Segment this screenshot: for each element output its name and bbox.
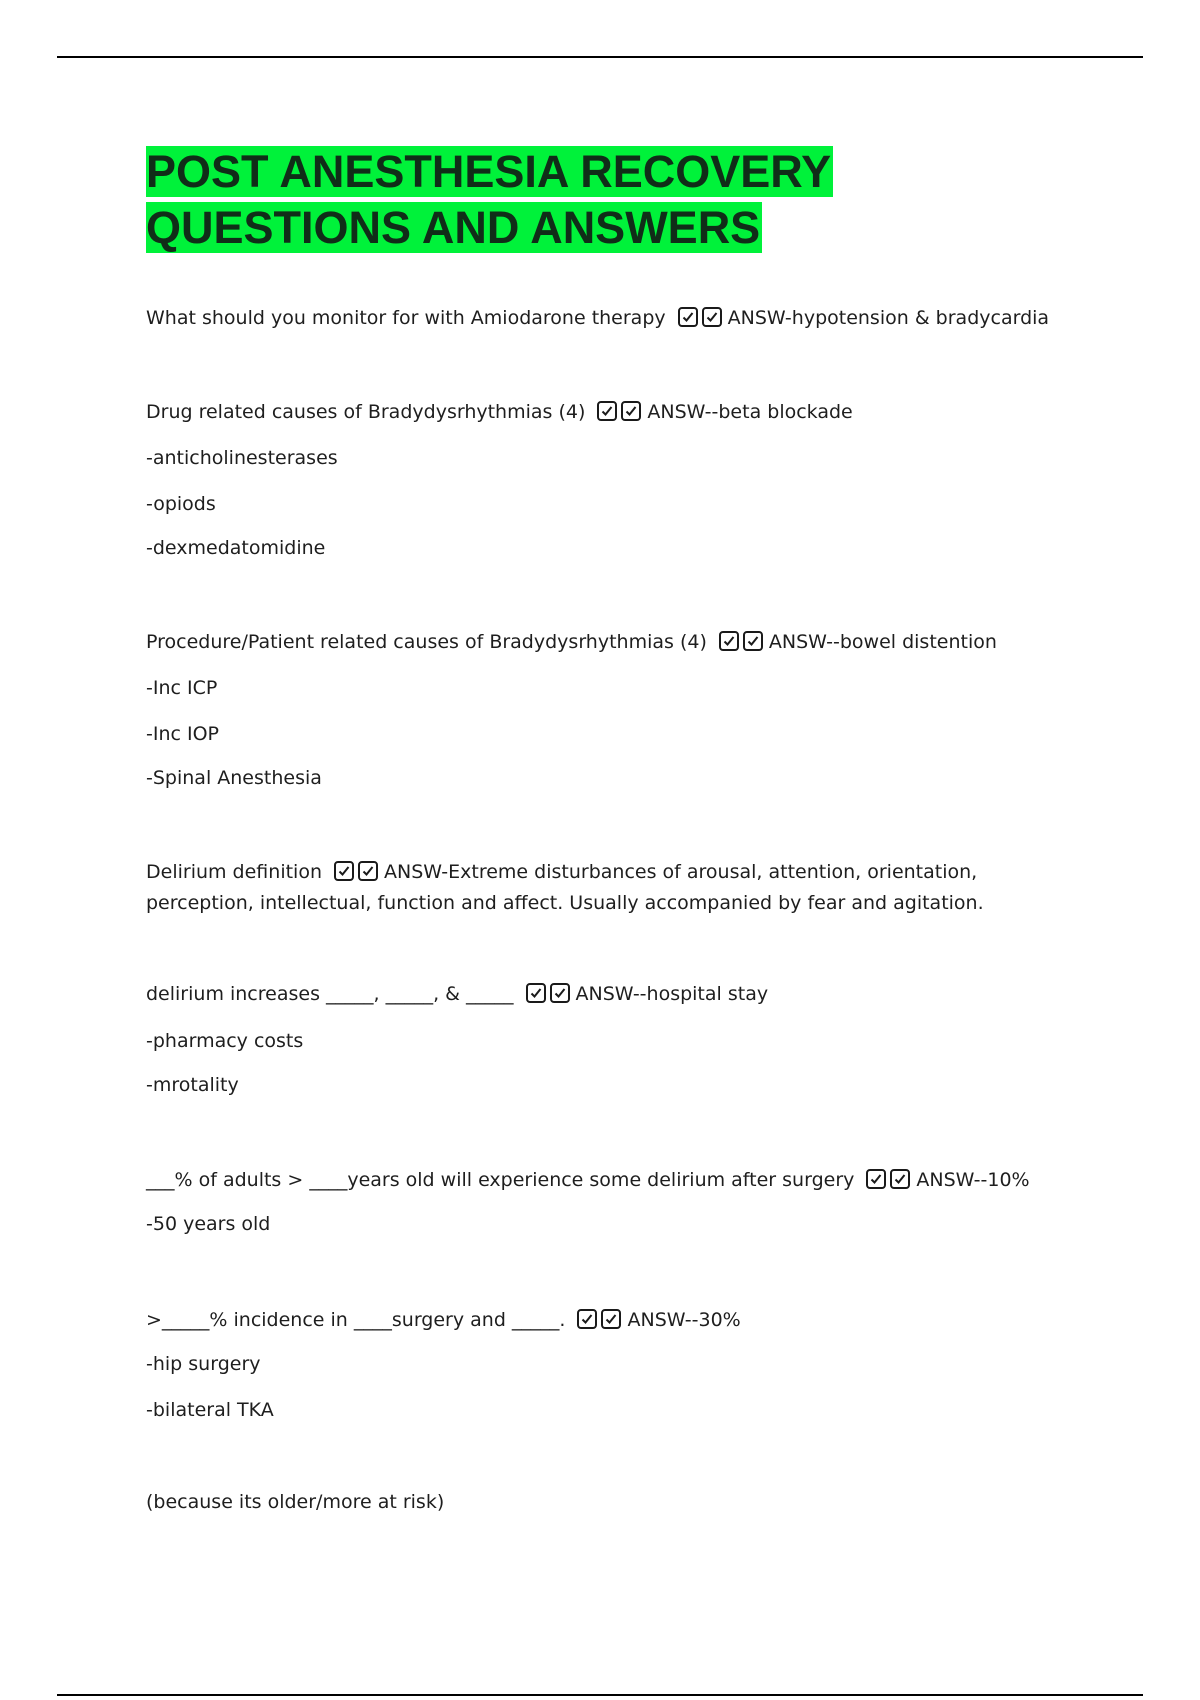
checkbox-checked-icon: [358, 861, 378, 881]
answer-text: ANSW--bowel distention: [768, 631, 997, 653]
bottom-rule: [57, 1694, 1143, 1696]
checkbox-checked-icon: [678, 307, 698, 327]
answer-text: ANSW--hospital stay: [575, 983, 769, 1005]
qa-item: [146, 858, 1086, 917]
qa-item: [146, 1306, 1086, 1337]
checkbox-checked-icon: [743, 631, 763, 651]
footnote: (because its older/more at risk): [146, 1491, 445, 1513]
checkbox-checked-icon: [621, 401, 641, 421]
qa-item: [146, 1166, 1086, 1197]
answer-line: -pharmacy costs: [146, 1030, 304, 1052]
answer-marker: [334, 861, 382, 889]
answer-text: ANSW--30%: [627, 1309, 741, 1331]
answer-line: -50 years old: [146, 1213, 271, 1235]
question-text: Drug related causes of Bradydysrhythmias (4): [146, 401, 586, 423]
question-text: delirium increases _____, _____, & _____: [146, 983, 514, 1005]
answer-marker: [577, 1309, 625, 1337]
question-text: Procedure/Patient related causes of Bradydysrhythmias (4): [146, 631, 707, 653]
answer-line: -hip surgery: [146, 1353, 261, 1375]
page-title: [146, 144, 833, 256]
question-text: >_____% incidence in ____surgery and _____.: [146, 1309, 566, 1331]
answer-line: -bilateral TKA: [146, 1399, 274, 1421]
qa-item: [146, 980, 1086, 1011]
answer-line: -opiods: [146, 493, 216, 515]
checkbox-checked-icon: [719, 631, 739, 651]
answer-marker: [526, 983, 574, 1011]
answer-marker: [678, 307, 726, 335]
answer-marker: [597, 401, 645, 429]
answer-text: ANSW-Extreme disturbances of arousal, attention, orientation, perception, intellectual, function and affect. Usually accompanied by fear and agitation.: [146, 861, 984, 914]
checkbox-checked-icon: [526, 983, 546, 1003]
qa-item: [146, 304, 1086, 335]
checkbox-checked-icon: [597, 401, 617, 421]
checkbox-checked-icon: [866, 1169, 886, 1189]
answer-line: -anticholinesterases: [146, 447, 338, 469]
answer-text: ANSW--beta blockade: [647, 401, 853, 423]
qa-item: [146, 398, 1086, 429]
checkbox-checked-icon: [577, 1309, 597, 1329]
answer-line: -mrotality: [146, 1074, 239, 1096]
answer-line: -Inc ICP: [146, 677, 218, 699]
answer-line: -dexmedatomidine: [146, 537, 326, 559]
question-text: ___% of adults > ____years old will experience some delirium after surgery: [146, 1169, 855, 1191]
title-line-1: POST ANESTHESIA RECOVERY: [146, 146, 832, 197]
checkbox-checked-icon: [702, 307, 722, 327]
top-rule: [57, 56, 1143, 58]
question-text: What should you monitor for with Amiodarone therapy: [146, 307, 666, 329]
answer-text: ANSW-hypotension & bradycardia: [727, 307, 1050, 329]
answer-text: ANSW--10%: [916, 1169, 1030, 1191]
checkbox-checked-icon: [550, 983, 570, 1003]
answer-line: -Inc IOP: [146, 723, 220, 745]
answer-marker: [866, 1169, 914, 1197]
checkbox-checked-icon: [601, 1309, 621, 1329]
question-text: Delirium definition: [146, 861, 322, 883]
answer-line: -Spinal Anesthesia: [146, 767, 322, 789]
answer-marker: [719, 631, 767, 659]
qa-item: [146, 628, 1086, 659]
checkbox-checked-icon: [334, 861, 354, 881]
title-line-2: QUESTIONS AND ANSWERS: [146, 202, 761, 253]
checkbox-checked-icon: [890, 1169, 910, 1189]
